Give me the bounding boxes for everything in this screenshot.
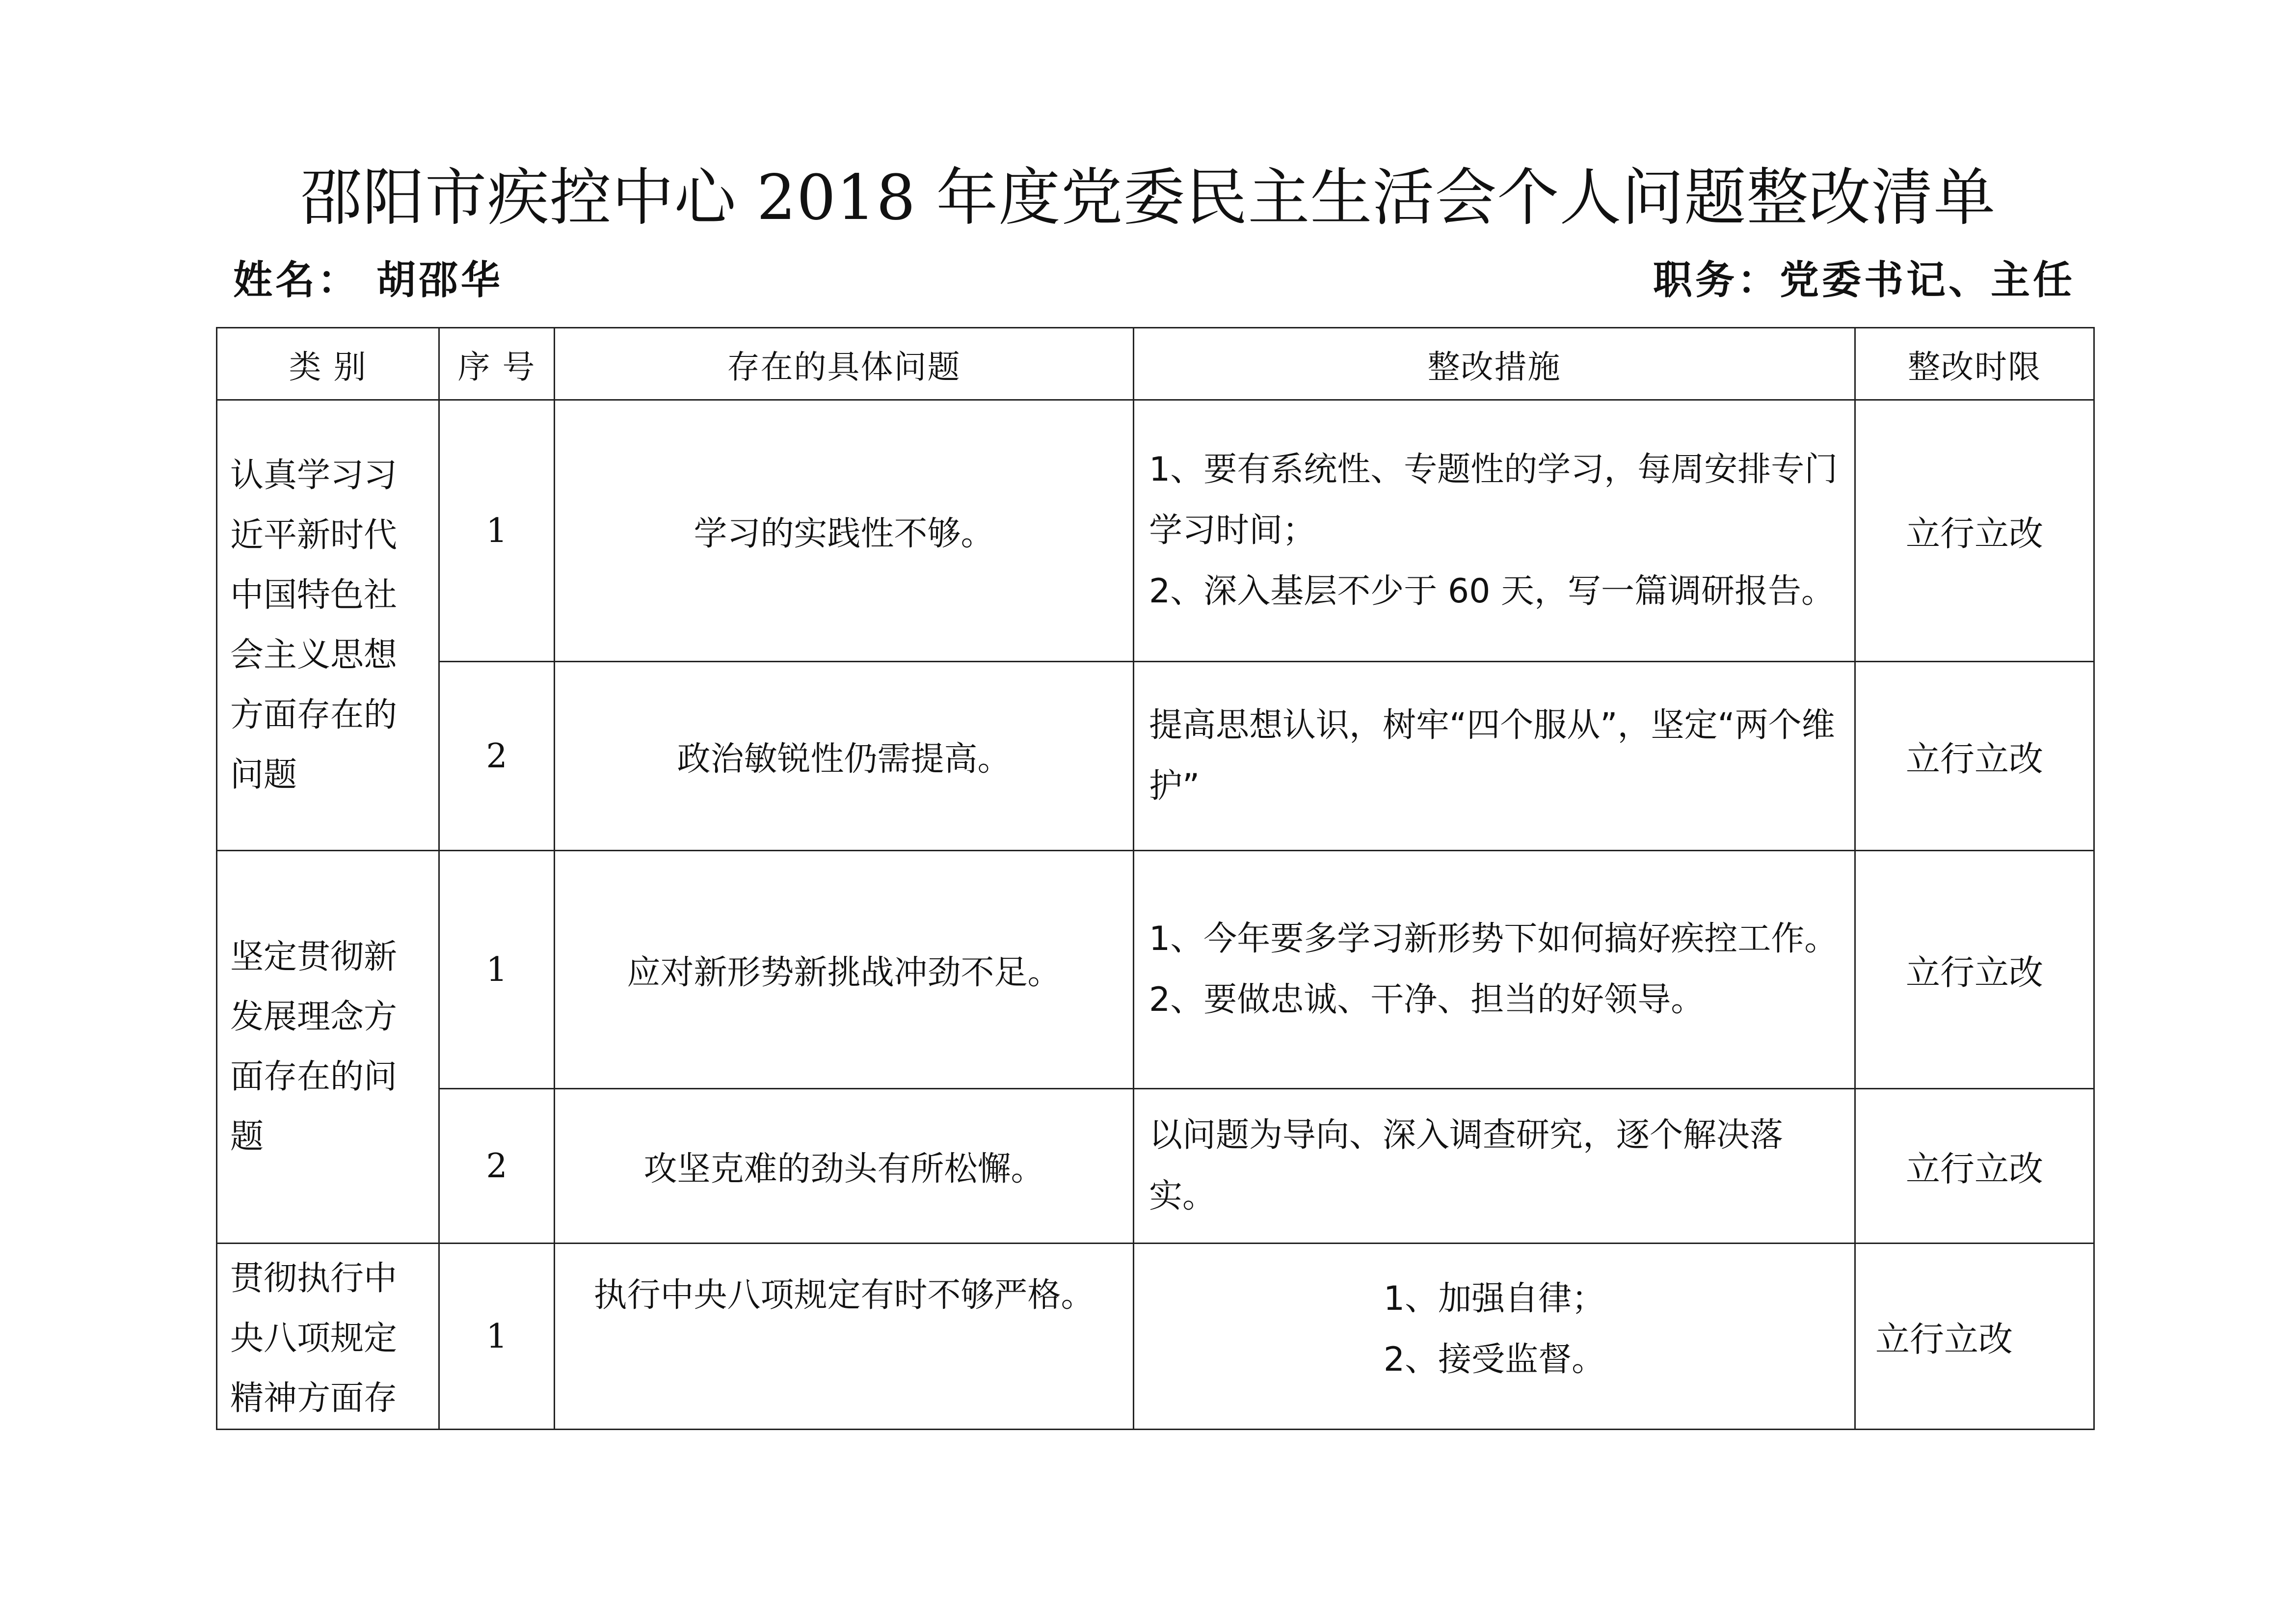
category-cell: 认真学习习近平新时代中国特色社会主义思想方面存在的问题 (217, 400, 439, 851)
deadline-cell: 立行立改 (1855, 1244, 2094, 1430)
position-line: 职务：党委书记、主任 (1653, 257, 2075, 303)
measures-cell (1134, 1089, 1855, 1244)
deadline-cell: 立行立改 (1855, 400, 2094, 662)
measures-cell (1134, 1244, 1855, 1430)
problem-cell: 执行中央八项规定有时不够严格。 (555, 1244, 1134, 1430)
category-cell: 贯彻执行中央八项规定精神方面存 (217, 1244, 439, 1430)
seq-cell: 2 (439, 662, 555, 851)
deadline-cell: 立行立改 (1855, 851, 2094, 1089)
deadline-cell: 立行立改 (1855, 1089, 2094, 1244)
seq-cell: 1 (439, 851, 555, 1089)
problem-cell: 政治敏锐性仍需提高。 (555, 662, 1134, 851)
problem-cell: 应对新形势新挑战冲劲不足。 (555, 851, 1134, 1089)
header-measures: 整改措施 (1134, 328, 1855, 400)
seq-cell: 2 (439, 1089, 555, 1244)
measure-line: 提高思想认识，树牢“四个服从”，坚定“两个维护” (1149, 706, 1835, 806)
table-row (217, 1089, 2094, 1244)
header-seq: 序 号 (439, 328, 555, 400)
measure-line: 2、深入基层不少于 60 天，写一篇调研报告。 (1149, 572, 1835, 611)
header-category: 类 别 (217, 328, 439, 400)
document-title: 邵阳市疾控中心 2018 年度党委民主生活会个人问题整改清单 (300, 162, 1996, 234)
table-row (217, 1244, 2094, 1430)
rectification-table (216, 327, 2095, 1430)
deadline-cell: 立行立改 (1855, 662, 2094, 851)
problem-cell: 学习的实践性不够。 (555, 400, 1134, 662)
measure-line: 2、接受监督。 (1383, 1340, 1605, 1379)
measure-line: 以问题为导向、深入调查研究，逐个解决落实。 (1149, 1116, 1784, 1216)
seq-cell: 1 (439, 400, 555, 662)
header-row (217, 328, 2094, 400)
measure-line: 1、今年要多学习新形势下如何搞好疾控工作。 (1149, 920, 1838, 958)
table-row (217, 400, 2094, 662)
category-cell: 坚定贯彻新发展理念方面存在的问题 (217, 851, 439, 1244)
seq-cell: 1 (439, 1244, 555, 1430)
measure-line: 1、要有系统性、专题性的学习，每周安排专门学习时间； (1149, 450, 1838, 550)
measures-cell (1134, 662, 1855, 851)
name-line: 姓名： 胡邵华 (233, 257, 503, 303)
measure-line: 1、加强自律； (1383, 1279, 1605, 1318)
table-row (217, 851, 2094, 1089)
problem-cell: 攻坚克难的劲头有所松懈。 (555, 1089, 1134, 1244)
measures-cell (1134, 400, 1855, 662)
header-problem: 存在的具体问题 (555, 328, 1134, 400)
measure-line: 2、要做忠诚、干净、担当的好领导。 (1149, 980, 1705, 1019)
header-deadline: 整改时限 (1855, 328, 2094, 400)
measures-cell (1134, 851, 1855, 1089)
table-row (217, 662, 2094, 851)
